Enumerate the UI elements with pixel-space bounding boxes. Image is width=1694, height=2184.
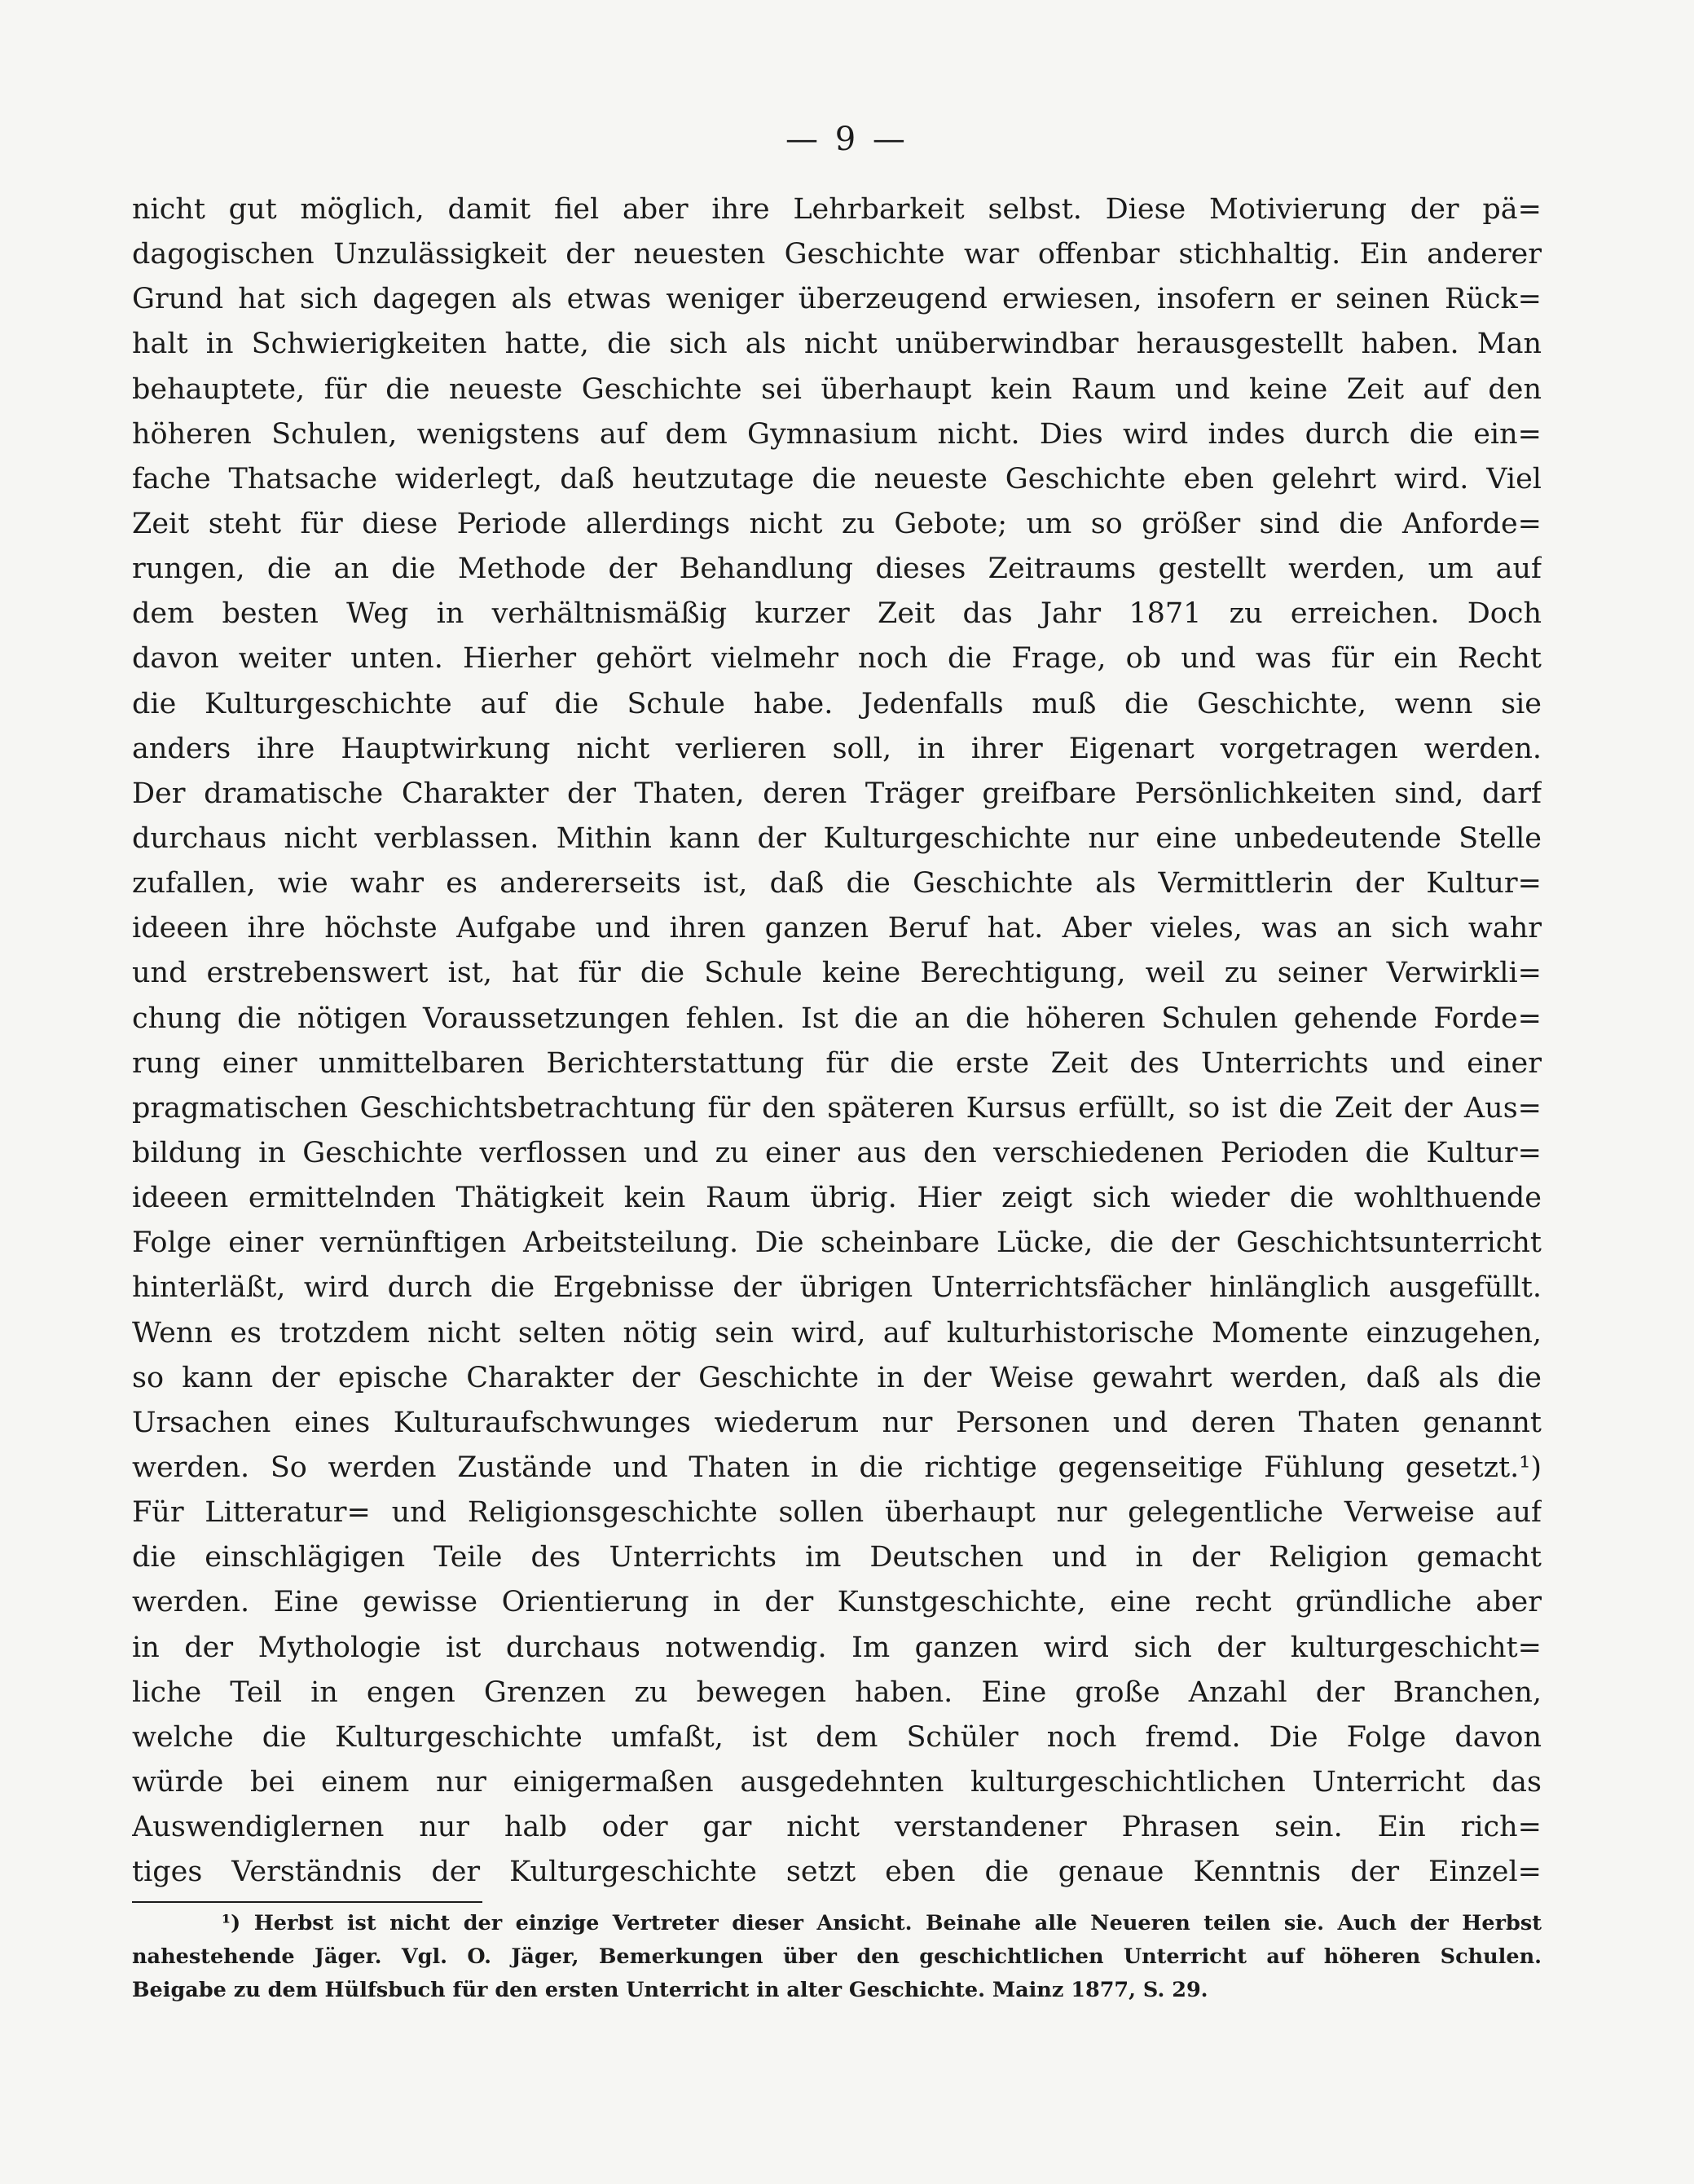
text-line: welche die Kulturgeschichte umfaßt, ist dem Schüler noch fremd. Die Folge davon bbox=[132, 1720, 1542, 1754]
text-line: Wenn es trotzdem nicht selten nötig sein wird, auf kulturhistorische Momente einzugehen, bbox=[132, 1316, 1542, 1350]
text-line: pragmatischen Geschichtsbetrachtung für den späteren Kursus erfüllt, so ist die Zeit der Aus= bbox=[132, 1091, 1542, 1125]
text-line: Für Litteratur= und Religionsgeschichte sollen überhaupt nur gelegentliche Verweise auf bbox=[132, 1496, 1542, 1530]
text-line: die Kulturgeschichte auf die Schule habe. Jedenfalls muß die Geschichte, wenn sie bbox=[132, 687, 1542, 720]
text-line: würde bei einem nur einigermaßen ausgedehnten kulturgeschichtlichen Unterricht das bbox=[132, 1765, 1542, 1799]
footnote-line: nahestehende Jäger. Vgl. O. Jäger, Bemerkungen über den geschichtlichen Unterricht auf höheren Schulen. bbox=[132, 1944, 1542, 1969]
text-line: höheren Schulen, wenigstens auf dem Gymnasium nicht. Dies wird indes durch die ein= bbox=[132, 417, 1542, 451]
text-line: dem besten Weg in verhältnismäßig kurzer Zeit das Jahr 1871 zu erreichen. Doch bbox=[132, 597, 1542, 631]
text-line: durchaus nicht verblassen. Mithin kann der Kulturgeschichte nur eine unbedeutende Stelle bbox=[132, 821, 1542, 855]
text-line: nicht gut möglich, damit fiel aber ihre Lehrbarkeit selbst. Diese Motivierung der pä= bbox=[132, 193, 1542, 226]
footnotes bbox=[132, 1907, 1542, 2007]
text-line: bildung in Geschichte verflossen und zu einer aus den verschiedenen Perioden die Kultur= bbox=[132, 1136, 1542, 1169]
text-line: in der Mythologie ist durchaus notwendig. Im ganzen wird sich der kulturgeschicht= bbox=[132, 1631, 1542, 1664]
body-text bbox=[132, 187, 1542, 1895]
text-line: werden. Eine gewisse Orientierung in der Kunstgeschichte, eine recht gründliche aber bbox=[132, 1586, 1542, 1619]
text-line: zufallen, wie wahr es andererseits ist, daß die Geschichte als Vermittlerin der Kultur= bbox=[132, 867, 1542, 900]
text-line: Grund hat sich dagegen als etwas weniger überzeugend erwiesen, insofern er seinen Rück= bbox=[132, 283, 1542, 316]
text-line: Folge einer vernünftigen Arbeitsteilung. Die scheinbare Lücke, die der Geschichtsunterricht bbox=[132, 1226, 1542, 1260]
text-line: davon weiter unten. Hierher gehört vielmehr noch die Frage, ob und was für ein Recht bbox=[132, 642, 1542, 676]
page-number: — 9 — bbox=[785, 121, 909, 158]
text-line: halt in Schwierigkeiten hatte, die sich als nicht unüberwindbar herausgestellt haben. Man bbox=[132, 328, 1542, 361]
text-line: fache Thatsache widerlegt, daß heutzutage die neueste Geschichte eben gelehrt wird. Viel bbox=[132, 462, 1542, 495]
text-line: rung einer unmittelbaren Berichterstattung für die erste Zeit des Unterrichts und einer bbox=[132, 1046, 1542, 1080]
text-line: Auswendiglernen nur halb oder gar nicht verstandener Phrasen sein. Ein rich= bbox=[132, 1811, 1542, 1844]
text-line: so kann der epische Charakter der Geschichte in der Weise gewahrt werden, daß als die bbox=[132, 1361, 1542, 1394]
text-line: anders ihre Hauptwirkung nicht verlieren soll, in ihrer Eigenart vorgetragen werden. bbox=[132, 732, 1542, 765]
text-line: werden. So werden Zustände und Thaten in die richtige gegenseitige Fühlung gesetzt.¹) bbox=[132, 1451, 1542, 1484]
footnote-line: ¹) Herbst ist nicht der einzige Vertreter dieser Ansicht. Beinahe alle Neueren teilen sie. Auch der Herbst bbox=[222, 1911, 1542, 1935]
text-line: behauptete, für die neueste Geschichte sei überhaupt kein Raum und keine Zeit auf den bbox=[132, 372, 1542, 406]
text-line: ideeen ihre höchste Aufgabe und ihren ganzen Beruf hat. Aber vieles, was an sich wahr bbox=[132, 912, 1542, 945]
text-line: Zeit steht für diese Periode allerdings nicht zu Gebote; um so größer sind die Anforde= bbox=[132, 507, 1542, 540]
footnote-line: Beigabe zu dem Hülfsbuch für den ersten Unterricht in alter Geschichte. Mainz 1877, S. 29. bbox=[132, 1978, 1208, 2002]
text-line: liche Teil in engen Grenzen zu bewegen haben. Eine große Anzahl der Branchen, bbox=[132, 1675, 1542, 1709]
text-line: und erstrebenswert ist, hat für die Schule keine Berechtigung, weil zu seiner Verwirkli= bbox=[132, 957, 1542, 990]
text-line: ideeen ermittelnden Thätigkeit kein Raum übrig. Hier zeigt sich wieder die wohlthuende bbox=[132, 1182, 1542, 1215]
text-line: dagogischen Unzulässigkeit der neuesten Geschichte war offenbar stichhaltig. Ein anderer bbox=[132, 238, 1542, 271]
footnote-rule bbox=[132, 1901, 482, 1903]
text-line: Ursachen eines Kulturaufschwunges wiederum nur Personen und deren Thaten genannt bbox=[132, 1406, 1542, 1439]
text-line: rungen, die an die Methode der Behandlung dieses Zeitraums gestellt werden, um auf bbox=[132, 553, 1542, 586]
text-line: tiges Verständnis der Kulturgeschichte setzt eben die genaue Kenntnis der Einzel= bbox=[132, 1856, 1542, 1889]
text-line: hinterläßt, wird durch die Ergebnisse der übrigen Unterrichtsfächer hinlänglich ausgefüllt. bbox=[132, 1271, 1542, 1305]
text-line: Der dramatische Charakter der Thaten, deren Träger greifbare Persönlichkeiten sind, darf bbox=[132, 777, 1542, 810]
text-line: die einschlägigen Teile des Unterrichts im Deutschen und in der Religion gemacht bbox=[132, 1541, 1542, 1574]
text-line: chung die nötigen Voraussetzungen fehlen. Ist die an die höheren Schulen gehende Forde= bbox=[132, 1002, 1542, 1035]
